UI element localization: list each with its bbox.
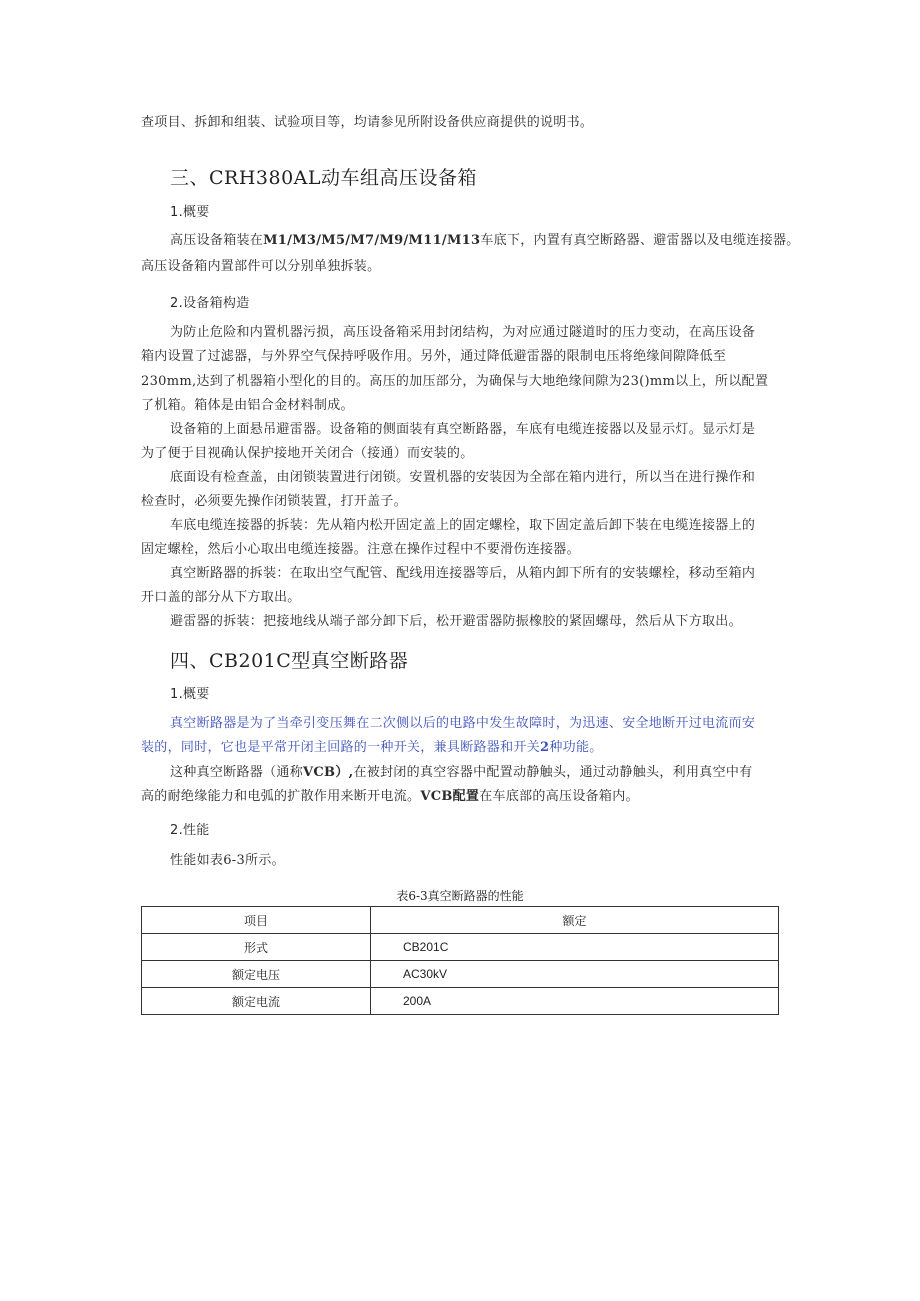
car-numbers: M1/M3/M5/M7/M9/M11/M13 bbox=[263, 233, 481, 248]
table-header-row bbox=[142, 907, 779, 934]
section-4-title: 四、CB201C型真空断路器 bbox=[170, 650, 409, 672]
paragraph-line: 箱内设置了过滤器，与外界空气保持呼吸作用。另外，通过降低避雷器的限制电压将绝缘间隙降低至 bbox=[141, 349, 727, 364]
highlighted-paragraph-line bbox=[141, 740, 603, 756]
table-header-cell: 项目 bbox=[142, 907, 371, 934]
text-run-bold: VCB）, bbox=[303, 765, 354, 780]
text-run: 在车底部的高压设备箱内。 bbox=[479, 789, 639, 804]
paragraph-line: 底面设有检查盖，由闭锁装置进行闭锁。安置机器的安装因为全部在箱内进行，所以当在进行操作和 bbox=[170, 470, 756, 485]
paragraph-line: 避雷器的拆装：把接地线从端子部分卸下后，松开避雷器防振橡胶的紧固螺母，然后从下方取出。 bbox=[170, 614, 742, 629]
paragraph-line: 了机箱。箱体是由铝合金材料制成。 bbox=[141, 398, 354, 413]
paragraph-line: 设备箱的上面悬吊避雷器。设备箱的侧面装有真空断路器，车底有电缆连接器以及显示灯。显示灯是 bbox=[170, 422, 756, 437]
table-cell: 额定电流 bbox=[142, 988, 371, 1015]
paragraph-line: 真空断路器的拆装：在取出空气配管、配线用连接器等后，从箱内卸下所有的安装螺栓，移动至箱内 bbox=[170, 566, 756, 581]
intro-tail-text: 查项目、拆卸和组装、试验项目等，均请参见所附设备供应商提供的说明书。 bbox=[141, 115, 594, 130]
text-run-bold: 2 bbox=[540, 740, 550, 755]
section-3-overview-heading: 1.概要 bbox=[170, 205, 210, 220]
paragraph-line: 车底电缆连接器的拆装：先从箱内松开固定盖上的固定螺栓，取下固定盖后卸下装在电缆连接器上的 bbox=[170, 518, 756, 533]
paragraph-line: 230mm,达到了机器箱小型化的目的。高压的加压部分，为确保与大地绝缘间隙为23()mm以上，所以配置 bbox=[141, 374, 769, 389]
section-3-title: 三、CRH380AL动车组高压设备箱 bbox=[170, 167, 478, 189]
table-cell: 200A bbox=[371, 988, 779, 1015]
table-header-cell: 额定 bbox=[371, 907, 779, 934]
table-row bbox=[142, 988, 779, 1015]
paragraph-line bbox=[170, 765, 752, 781]
text-run: 这种真空断路器（通称 bbox=[170, 765, 304, 780]
table-row bbox=[142, 961, 779, 988]
paragraph-line: 开口盖的部分从下方取出。 bbox=[141, 590, 301, 605]
performance-table bbox=[141, 906, 779, 1015]
text-run: 在被封闭的真空容器中配置动静触头，通过动静触头，利用真空中有 bbox=[353, 765, 753, 780]
highlighted-paragraph-line: 真空断路器是为了当牵引变压舞在二次侧以后的电路中发生故障时，为迅速、安全地断开过电流而安 bbox=[170, 716, 756, 731]
section-3-overview-line-2: 高压设备箱内置部件可以分别单独拆装。 bbox=[141, 259, 381, 274]
paragraph-line: 为了便于目视确认保护接地开关闭合（接通）而安装的。 bbox=[141, 446, 474, 461]
text-run: 种功能。 bbox=[549, 740, 603, 755]
section-4-overview-heading: 1.概要 bbox=[170, 687, 210, 702]
text-run: 高压设备箱装在 bbox=[170, 233, 264, 248]
paragraph-line: 性能如表6-3所示。 bbox=[170, 853, 285, 868]
table-caption: 表6-3真空断路器的性能 bbox=[396, 889, 524, 903]
table-row bbox=[142, 934, 779, 961]
table-cell: CB201C bbox=[371, 934, 779, 961]
section-4-performance-heading: 2.性能 bbox=[170, 823, 210, 838]
section-3-overview-line-1 bbox=[170, 233, 800, 249]
table-cell: AC30kV bbox=[371, 961, 779, 988]
table-cell: 形式 bbox=[142, 934, 371, 961]
paragraph-line: 固定螺栓，然后小心取出电缆连接器。注意在操作过程中不要滑伤连接器。 bbox=[141, 542, 580, 557]
paragraph-line bbox=[141, 789, 639, 805]
text-run: 车底下，内置有真空断路器、避雷器以及电缆连接器。 bbox=[480, 233, 800, 248]
table-cell: 额定电压 bbox=[142, 961, 371, 988]
text-run-bold: VCB配置 bbox=[420, 789, 480, 804]
text-run: 装的，同时，它也是平常开闭主回路的一种开关，兼具断路器和开关 bbox=[141, 740, 541, 755]
paragraph-line: 检查时，必须要先操作闭锁装置，打开盖子。 bbox=[141, 494, 408, 509]
text-run: 高的耐绝缘能力和电弧的扩散作用来断开电流。 bbox=[141, 789, 421, 804]
section-3-structure-heading: 2.设备箱构造 bbox=[170, 296, 250, 311]
paragraph-line: 为防止危险和内置机器污损，高压设备箱采用封闭结构，为对应通过隧道时的压力变动，在高压设备 bbox=[170, 325, 756, 340]
